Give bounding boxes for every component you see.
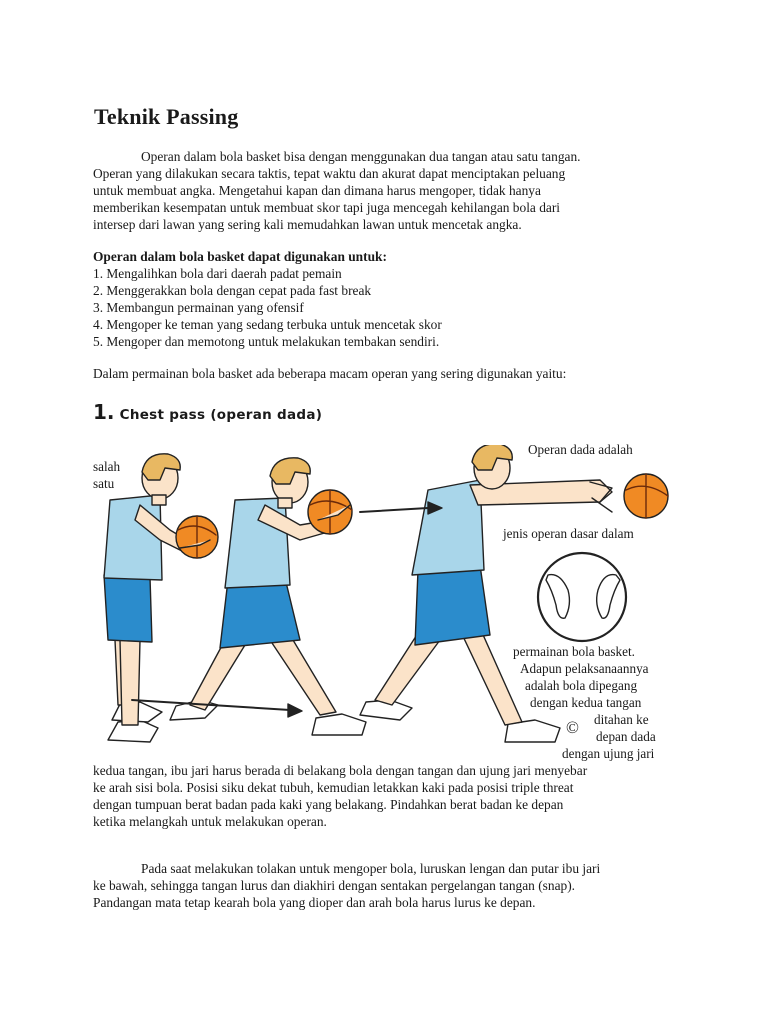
text-line: Pandangan mata tetap kearah bola yang dioper dan arah bola harus lurus ke depan.	[93, 895, 536, 910]
release-paragraph	[93, 860, 673, 911]
text-line: ketika melangkah untuk melakukan operan.	[93, 814, 327, 829]
list-item: 2. Menggerakkan bola dengan cepat pada fast break	[93, 283, 372, 298]
section-heading-chest-pass	[93, 400, 322, 424]
section-title: Chest pass (operan dada)	[119, 407, 323, 423]
wrap-text-left-1: salah	[93, 459, 121, 474]
hand-grip-diagram	[538, 553, 626, 641]
wrap-text-right-2: jenis operan dasar dalam	[503, 526, 634, 541]
text-line: ke arah sisi bola. Posisi siku dekat tubuh, kemudian letakkan kaki pada posisi triple threat	[93, 780, 574, 795]
wrap-text-right-1: Operan dada adalah	[528, 442, 633, 457]
section-number: 1.	[93, 400, 115, 424]
wrap-text-right-5: adalah bola dipegang	[525, 678, 638, 693]
text-line: memberikan kesempatan untuk membuat skor tapi juga mencegah kehilangan bola dari	[93, 200, 561, 215]
wrap-text-right-3: permainan bola basket.	[513, 644, 635, 659]
text-line: ke bawah, sehingga tangan lurus dan diakhiri dengan sentakan pergelangan tangan (snap).	[93, 878, 576, 893]
intro-paragraph	[93, 148, 673, 233]
wrap-text-right-8: depan dada	[596, 729, 656, 744]
list-item: 1. Mengalihkan bola dari daerah padat pemain	[93, 266, 342, 281]
uses-section	[93, 248, 673, 350]
list-item: 5. Mengoper dan memotong untuk melakukan tembakan sendiri.	[93, 334, 440, 349]
wrap-text-right-6: dengan kedua tangan	[530, 695, 642, 710]
types-intro	[93, 365, 673, 382]
player-figure-2	[170, 458, 366, 735]
text-line: Dalam permainan bola basket ada beberapa macam operan yang sering digunakan yaitu:	[93, 366, 567, 381]
wrap-text-left-2: satu	[93, 476, 115, 491]
text-line: dengan tumpuan berat badan pada kaki yang belakang. Pindahkan berat badan ke depan	[93, 797, 564, 812]
text-line: untuk membuat angka. Mengetahui kapan dan dimana harus mengoper, tidak hanya	[93, 183, 541, 198]
uses-heading: Operan dalam bola basket dapat digunakan untuk:	[93, 249, 387, 264]
text-line: Operan yang dilakukan secara taktis, tepat waktu dan akurat dapat menciptakan peluang	[93, 166, 566, 181]
wrap-text-right-7: ditahan ke	[594, 712, 649, 727]
wrap-text-right-9: dengan ujung jari	[562, 746, 655, 761]
text-line: intersep dari lawan yang sering kali memudahkan lawan untuk mencetak angka.	[93, 217, 522, 232]
wrap-text-right-4: Adapun pelaksanaannya	[520, 661, 649, 676]
list-item: 3. Membangun permainan yang ofensif	[93, 300, 304, 315]
list-item: 4. Mengoper ke teman yang sedang terbuka untuk mencetak skor	[93, 317, 442, 332]
copyright-icon: ©	[566, 718, 579, 737]
page-title: Teknik Passing	[94, 104, 239, 129]
chest-pass-paragraph	[93, 762, 673, 830]
text-line: Pada saat melakukan tolakan untuk mengoper bola, luruskan lengan dan putar ibu jari	[141, 861, 601, 876]
text-line: kedua tangan, ibu jari harus berada di belakang bola dengan tangan dan ujung jari menyebar	[93, 763, 588, 778]
text-line: Operan dalam bola basket bisa dengan menggunakan dua tangan atau satu tangan.	[141, 149, 581, 164]
